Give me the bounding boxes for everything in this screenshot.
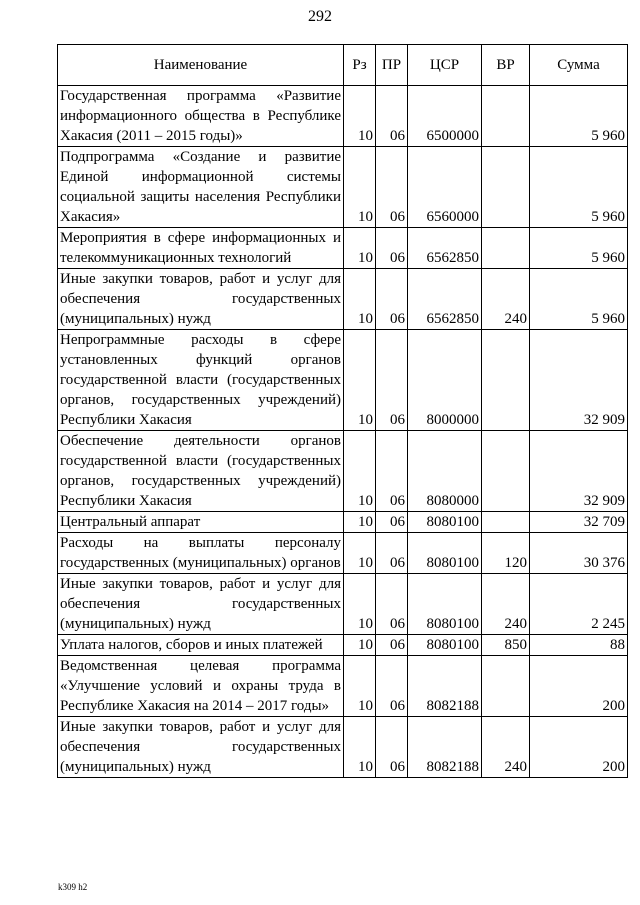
row-pr: 06: [376, 717, 408, 778]
table-row: [58, 228, 628, 269]
row-vr: [482, 147, 530, 228]
row-csr: 8080100: [408, 635, 482, 656]
table-header-row: [58, 45, 628, 86]
row-name: Иные закупки товаров, работ и услуг для обеспечения государственных (муниципальных) нужд: [58, 574, 344, 635]
row-sum: 5 960: [530, 269, 628, 330]
row-pr: 06: [376, 269, 408, 330]
row-vr: 240: [482, 574, 530, 635]
row-pr: 06: [376, 635, 408, 656]
row-sum: 32 909: [530, 330, 628, 431]
row-rz: 10: [344, 86, 376, 147]
row-pr: 06: [376, 512, 408, 533]
table-row: [58, 512, 628, 533]
row-sum: 30 376: [530, 533, 628, 574]
row-pr: 06: [376, 533, 408, 574]
table-row: [58, 86, 628, 147]
row-sum: 5 960: [530, 147, 628, 228]
row-rz: 10: [344, 574, 376, 635]
table-row: [58, 330, 628, 431]
row-rz: 10: [344, 717, 376, 778]
table-row: [58, 574, 628, 635]
header-rz: Рз: [344, 45, 376, 86]
table-row: [58, 656, 628, 717]
header-name: Наименование: [58, 45, 344, 86]
row-vr: [482, 330, 530, 431]
row-csr: 8082188: [408, 717, 482, 778]
row-vr: 240: [482, 717, 530, 778]
table-row: [58, 269, 628, 330]
row-rz: 10: [344, 656, 376, 717]
row-pr: 06: [376, 330, 408, 431]
row-pr: 06: [376, 431, 408, 512]
row-pr: 06: [376, 147, 408, 228]
header-csr: ЦСР: [408, 45, 482, 86]
row-rz: 10: [344, 147, 376, 228]
row-sum: 32 709: [530, 512, 628, 533]
row-sum: 200: [530, 717, 628, 778]
table-row: [58, 147, 628, 228]
row-rz: 10: [344, 269, 376, 330]
row-name: Государственная программа «Развитие информационного общества в Республике Хакасия (2011 – 2015 годы)»: [58, 86, 344, 147]
table-row: [58, 431, 628, 512]
header-sum: Сумма: [530, 45, 628, 86]
row-sum: 88: [530, 635, 628, 656]
row-vr: 240: [482, 269, 530, 330]
row-pr: 06: [376, 574, 408, 635]
row-name: Иные закупки товаров, работ и услуг для обеспечения государственных (муниципальных) нужд: [58, 269, 344, 330]
row-csr: 8000000: [408, 330, 482, 431]
row-csr: 8080100: [408, 574, 482, 635]
row-pr: 06: [376, 656, 408, 717]
row-csr: 8080100: [408, 533, 482, 574]
row-vr: [482, 656, 530, 717]
row-sum: 32 909: [530, 431, 628, 512]
row-vr: [482, 86, 530, 147]
table-row: [58, 717, 628, 778]
row-rz: 10: [344, 512, 376, 533]
table-row: [58, 533, 628, 574]
row-name: Расходы на выплаты персоналу государственных (муниципальных) органов: [58, 533, 344, 574]
row-csr: 8082188: [408, 656, 482, 717]
budget-table: [57, 44, 628, 778]
row-csr: 6500000: [408, 86, 482, 147]
row-sum: 5 960: [530, 86, 628, 147]
row-name: Непрограммные расходы в сфере установленных функций органов государственной власти (государственных органов, государственных учреждений) Республики Хакасия: [58, 330, 344, 431]
table-row: [58, 635, 628, 656]
footer-code: k309 h2: [58, 882, 88, 892]
row-name: Иные закупки товаров, работ и услуг для обеспечения государственных (муниципальных) нужд: [58, 717, 344, 778]
row-name: Мероприятия в сфере информационных и телекоммуникационных технологий: [58, 228, 344, 269]
row-rz: 10: [344, 228, 376, 269]
row-vr: [482, 512, 530, 533]
row-sum: 5 960: [530, 228, 628, 269]
row-vr: [482, 228, 530, 269]
row-vr: 120: [482, 533, 530, 574]
row-vr: 850: [482, 635, 530, 656]
row-rz: 10: [344, 330, 376, 431]
header-vr: ВР: [482, 45, 530, 86]
row-name: Подпрограмма «Создание и развитие Единой информационной системы социальной защиты населения Республики Хакасия»: [58, 147, 344, 228]
row-rz: 10: [344, 431, 376, 512]
row-csr: 6562850: [408, 228, 482, 269]
row-name: Обеспечение деятельности органов государственной власти (государственных органов, государственных учреждений) Республики Хакасия: [58, 431, 344, 512]
row-csr: 6562850: [408, 269, 482, 330]
row-sum: 200: [530, 656, 628, 717]
row-name: Уплата налогов, сборов и иных платежей: [58, 635, 344, 656]
row-pr: 06: [376, 228, 408, 269]
row-csr: 8080000: [408, 431, 482, 512]
row-vr: [482, 431, 530, 512]
page-number: 292: [308, 8, 332, 25]
row-name: Ведомственная целевая программа «Улучшение условий и охраны труда в Республике Хакасия на 2014 – 2017 годы»: [58, 656, 344, 717]
row-rz: 10: [344, 533, 376, 574]
row-csr: 8080100: [408, 512, 482, 533]
row-name: Центральный аппарат: [58, 512, 344, 533]
row-csr: 6560000: [408, 147, 482, 228]
row-pr: 06: [376, 86, 408, 147]
row-rz: 10: [344, 635, 376, 656]
header-pr: ПР: [376, 45, 408, 86]
row-sum: 2 245: [530, 574, 628, 635]
